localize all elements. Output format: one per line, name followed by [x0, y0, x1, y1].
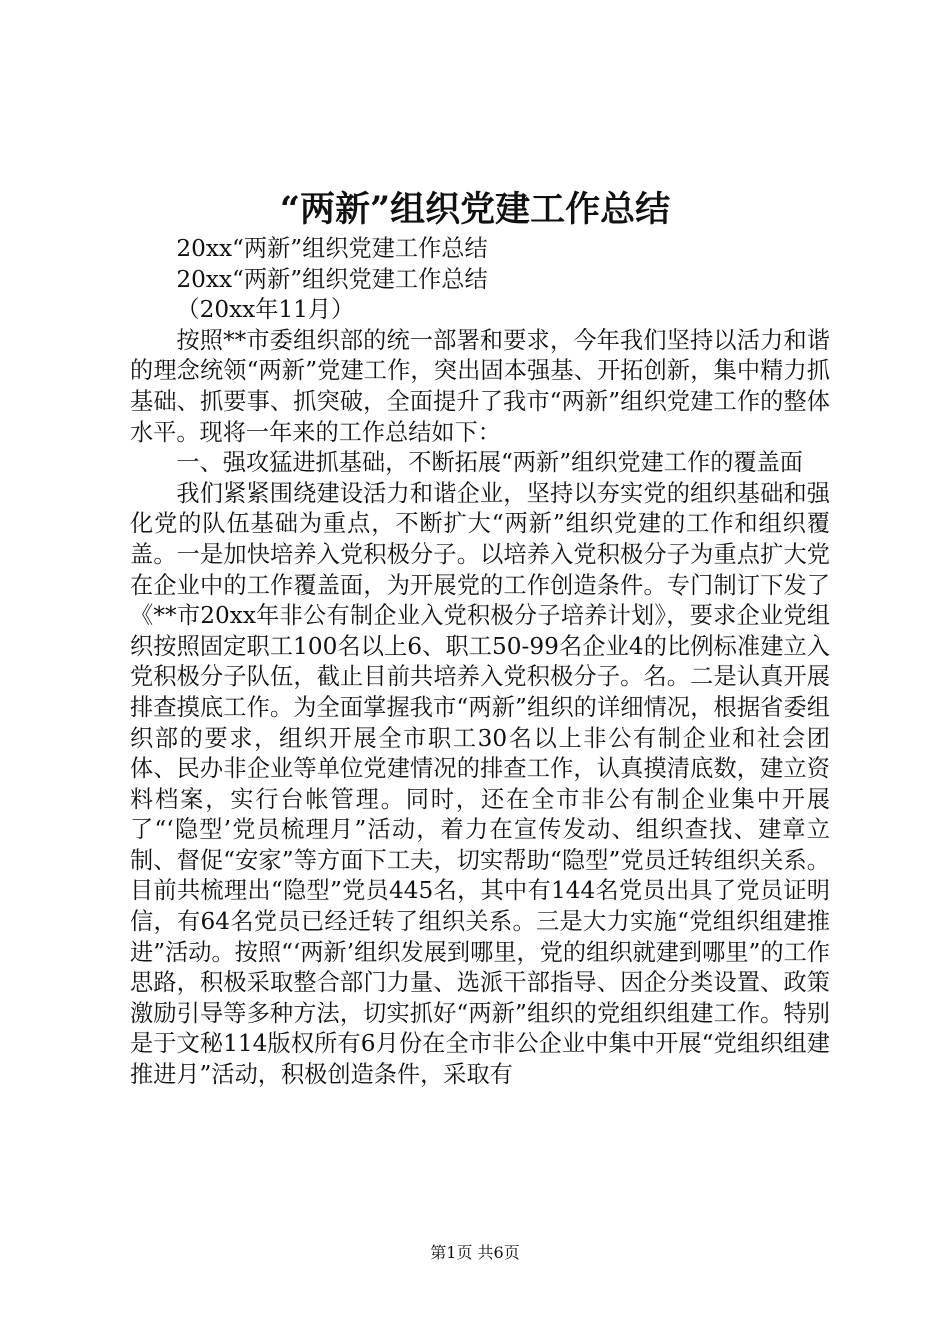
page-number-footer: 第1页 共6页: [430, 1243, 520, 1262]
subtitle-line: 20xx“两新”组织党建工作总结: [176, 235, 488, 262]
intro-paragraph: 按照**市委组织部的统一部署和要求，今年我们坚持以活力和谐的理念统领“两新”党建工作，突出固本强基、开拓创新，集中精力抓基础、抓要事、抓突破，全面提升了我市“两新”组织党建工作的整体水平。现将一年来的工作总结如下：: [130, 326, 830, 446]
document-title: “两新”组织党建工作总结: [279, 189, 671, 230]
date-line: （20xx年11月）: [176, 296, 355, 324]
subtitle-line: 20xx“两新”组织党建工作总结: [176, 265, 488, 293]
section-heading: 一、强攻猛进抓基础，不断拓展“两新”组织党建工作的覆盖面: [176, 449, 803, 477]
body-paragraph: 我们紧紧围绕建设活力和谐企业，坚持以夯实党的组织基础和强化党的队伍基础为重点，不断扩大“两新”组织党建的工作和组织覆盖。一是加快培养入党积极分子。以培养入党积极分子为重点扩大党在企业中的工作覆盖面，为开展党的工作创造条件。专门制订下发了《**市20xx年非公有制企业入党积极分子培养计划》，要求企业党组织按照固定职工100名以上6、职工50-99名企业4的比例标准建立入党积极分子队伍，截止目前共培养入党积极分子。名。二是认真开展排查摸底工作。为全面掌握我市“两新”组织的详细情况，根据省委组织部的要求，组织开展全市职工30名以上非公有制企业和社会团体、民办非企业等单位党建情况的排查工作，认真摸清底数，建立资料档案，实行台帐管理。同时，还在全市非公有制企业集中开展了“‘隐型’党员梳理月”活动，着力在宣传发动、组织查找、建章立制、督促“安家”等方面下工夫，切实帮助“隐型”党员迁转组织关系。目前共梳理出“隐型”党员445名，其中有144名党员出具了党员证明信，有64名党员已经迁转了组织关系。三是大力实施“党组织组建推进”活动。按照“‘两新’组织发展到哪里，党的组织就建到哪里”的工作思路，积极采取整合部门力量、选派干部指导、因企分类设置、政策激励引导等多种方法，切实抓好“两新”组织的党组织组建工作。特别是于文秘114版权所有6月份在全市非公企业中集中开展“党组织组建推进月”活动，积极创造条件，采取有: [130, 479, 830, 1089]
document-body: [130, 234, 830, 1091]
